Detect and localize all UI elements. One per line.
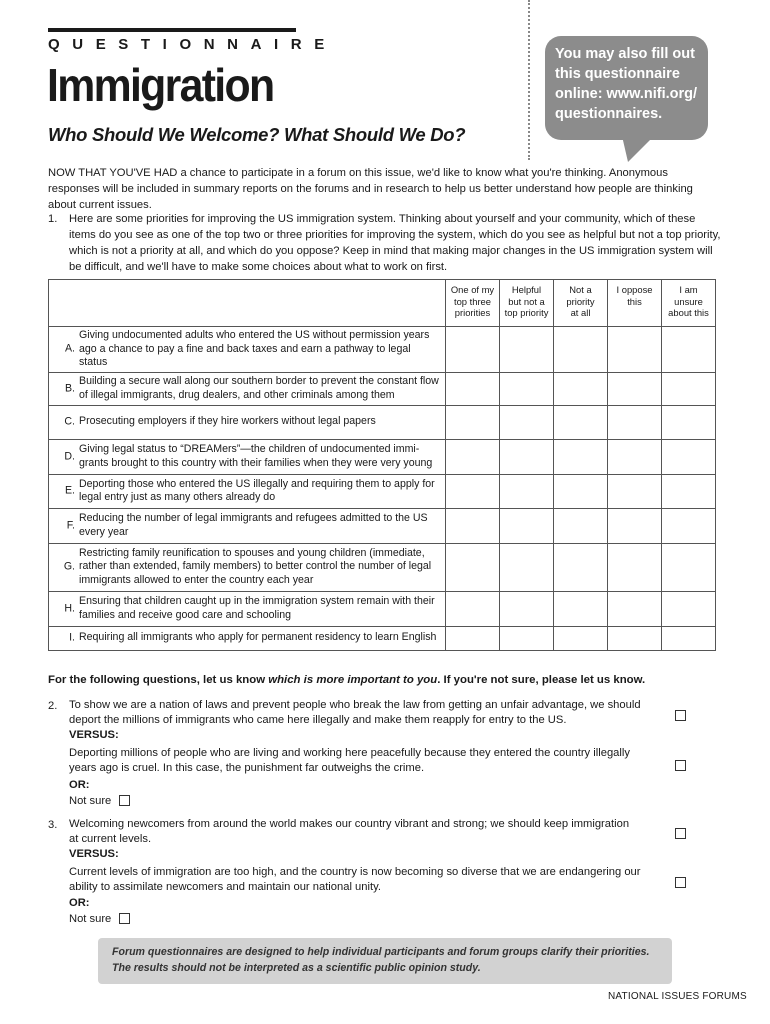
response-cell[interactable] (554, 405, 608, 439)
response-cell[interactable] (608, 508, 662, 543)
response-cell[interactable] (446, 439, 500, 474)
callout-line: online: www.nifi.org/ (555, 86, 698, 102)
callout-line: You may also fill out (555, 46, 695, 62)
disclaimer-box (98, 938, 672, 984)
response-cell[interactable] (554, 626, 608, 650)
option-b-checkbox[interactable] (675, 760, 686, 771)
header-rule (48, 28, 296, 32)
response-cell[interactable] (446, 591, 500, 626)
priority-item (49, 474, 446, 508)
question-number: 3. (48, 819, 58, 831)
column-header: Helpful but not a top priority (500, 280, 554, 327)
response-cell[interactable] (554, 543, 608, 591)
item-text-line: of illegal immigrants, drug dealers, and other criminals among them (79, 388, 395, 401)
response-cell[interactable] (446, 327, 500, 373)
item-text-line: Giving undocumented adults who entered the US without permission years (79, 329, 430, 341)
response-cell[interactable] (662, 543, 716, 591)
or-label: OR: (69, 897, 90, 909)
priority-item (49, 327, 446, 373)
item-text-line: every year (79, 525, 129, 538)
response-cell[interactable] (662, 439, 716, 474)
question-3-option-a: Welcoming newcomers from around the world makes our country vibrant and strong; we should keep immigration at current levels. (69, 818, 630, 845)
question-2-option-b: Deporting millions of people who are living and working here peacefully because they entered the country illegally years ago is cruel. In this case, the punishment far outweighs the crime. (69, 747, 630, 774)
response-cell[interactable] (662, 474, 716, 508)
response-cell[interactable] (554, 591, 608, 626)
item-text-line: Requiring all immigrants who apply for permanent residency to learn English (79, 631, 437, 644)
response-cell[interactable] (662, 591, 716, 626)
item-text-line: ago a chance to pay a fine and back taxes and earn a pathway to legal status (79, 342, 411, 368)
not-sure-option: Not sure (69, 912, 130, 927)
table-row (49, 626, 716, 650)
item-text-line: legal entry just as many others already do (79, 491, 276, 503)
response-cell[interactable] (500, 327, 554, 373)
item-text-line: Building a secure wall along our southern border to prevent the constant flow (79, 375, 439, 387)
response-cell[interactable] (608, 405, 662, 439)
or-label: OR: (69, 779, 90, 791)
item-text-line: immigrants allowed to enter the country each year (79, 573, 314, 586)
question-1-text: Here are some priorities for improving the US immigration system. Thinking about yourself and your community, which of these items do you see as one of the top two or three priorities for improving the system, which do you see as helpful but not a top priority, which is not a priority at all, and which do you oppose? Keep in mind that making major changes in the US immigration system will be difficult, and we'll have to make some choices about what to work on first. (69, 213, 721, 273)
response-cell[interactable] (608, 327, 662, 373)
page-title: Immigration (47, 59, 274, 111)
item-letter: B. (64, 381, 75, 394)
response-cell[interactable] (662, 327, 716, 373)
item-text-line: Giving legal status to “DREAMers”—the children of undocumented immi- (79, 443, 420, 455)
response-cell[interactable] (500, 543, 554, 591)
table-row (49, 372, 716, 405)
question-2-option-a: To show we are a nation of laws and prevent people who break the law from getting an unfair advantage, we should deport the millions of immigrants who came here illegally and make them reapply for entry to the US. (69, 699, 641, 726)
versus-label: VERSUS: (69, 729, 119, 741)
response-cell[interactable] (500, 439, 554, 474)
priority-item (49, 591, 446, 626)
page-subtitle: Who Should We Welcome? What Should We Do? (48, 124, 466, 145)
table-row (49, 439, 716, 474)
priority-item (49, 626, 446, 650)
response-cell[interactable] (446, 372, 500, 405)
online-callout (545, 36, 708, 140)
option-b-checkbox[interactable] (675, 877, 686, 888)
table-row (49, 474, 716, 508)
response-cell[interactable] (608, 543, 662, 591)
disclaimer-line: The results should not be interpreted as a scientific public opinion study. (112, 962, 481, 974)
table-row (49, 543, 716, 591)
response-cell[interactable] (554, 474, 608, 508)
item-letter: H. (64, 601, 75, 614)
priority-item (49, 372, 446, 405)
response-cell[interactable] (500, 405, 554, 439)
versus-label: VERSUS: (69, 848, 119, 860)
question-number: 2. (48, 700, 58, 712)
question-number: 1. (48, 213, 58, 225)
priority-item (49, 508, 446, 543)
response-cell[interactable] (608, 474, 662, 508)
response-cell[interactable] (608, 372, 662, 405)
priority-item (49, 405, 446, 439)
table-row (49, 508, 716, 543)
callout-line: this questionnaire (555, 66, 680, 82)
cut-line (528, 0, 530, 160)
priority-table (48, 279, 716, 651)
response-cell[interactable] (446, 543, 500, 591)
response-cell[interactable] (500, 474, 554, 508)
column-header: I am unsure about this (662, 280, 716, 327)
section-instructions: For the following questions, let us know which is more important to you. If you're not sure, please let us know. (48, 674, 646, 686)
column-header: I oppose this (608, 280, 662, 327)
item-text-line: families and receive good care and schooling (79, 608, 292, 621)
callout-line: questionnaires. (555, 106, 663, 122)
priority-item (49, 439, 446, 474)
header-blank-cell (49, 280, 446, 327)
item-letter: C. (64, 415, 75, 428)
response-cell[interactable] (554, 327, 608, 373)
organization-name: NATIONAL ISSUES FORUMS (608, 991, 747, 1002)
option-a-checkbox[interactable] (675, 710, 686, 721)
response-cell[interactable] (662, 626, 716, 650)
response-cell[interactable] (554, 439, 608, 474)
table-row (49, 591, 716, 626)
item-text-line: rather than extended, family members) to better control the number of legal (79, 560, 432, 573)
table-body (49, 327, 716, 651)
response-cell[interactable] (500, 372, 554, 405)
item-text-line: Ensuring that children caught up in the immigration system remain with their (79, 595, 435, 607)
item-letter: G. (63, 560, 75, 573)
response-cell[interactable] (662, 405, 716, 439)
item-text-line: Deporting those who entered the US illegally and requiring them to apply for (79, 477, 435, 490)
item-text-line: Reducing the number of legal immigrants and refugees admitted to the US (79, 512, 428, 524)
not-sure-checkbox[interactable] (119, 795, 130, 806)
table-row (49, 405, 716, 439)
response-cell[interactable] (662, 372, 716, 405)
response-cell[interactable] (554, 508, 608, 543)
item-letter: A. (64, 342, 75, 355)
response-cell[interactable] (500, 626, 554, 650)
item-letter: E. (64, 484, 75, 497)
not-sure-option: Not sure (69, 794, 130, 809)
kicker: QUESTIONNAIRE (48, 36, 337, 53)
table-header-row (49, 280, 716, 327)
item-letter: F. (66, 518, 75, 531)
item-letter: I. (69, 631, 75, 644)
response-cell[interactable] (446, 626, 500, 650)
column-header: One of my top three priorities (446, 280, 500, 327)
response-cell[interactable] (608, 439, 662, 474)
item-letter: D. (64, 449, 75, 462)
response-cell[interactable] (446, 405, 500, 439)
callout-tail (622, 136, 654, 162)
item-text-line: Restricting family reunification to spouses and young children (immediate, (79, 546, 425, 559)
option-a-checkbox[interactable] (675, 828, 686, 839)
response-cell[interactable] (500, 591, 554, 626)
item-text-line: Prosecuting employers if they hire workers without legal papers (79, 415, 376, 428)
intro-paragraph: NOW THAT YOU'VE HAD a chance to participate in a forum on this issue, we'd like to know what you're thinking. Anonymous responses will be included in summary reports on the forums and in research to help us better understand how people are thinking about current issues. (48, 167, 693, 211)
response-cell[interactable] (446, 508, 500, 543)
column-header: Not a priority at all (554, 280, 608, 327)
response-cell[interactable] (608, 626, 662, 650)
response-cell[interactable] (500, 508, 554, 543)
response-cell[interactable] (608, 591, 662, 626)
item-text-line: grants brought to this country with their families when they were very young (79, 456, 433, 469)
disclaimer-line: Forum questionnaires are designed to help individual participants and forum groups clarify their priorities. (112, 946, 650, 958)
response-cell[interactable] (662, 508, 716, 543)
response-cell[interactable] (446, 474, 500, 508)
table-row (49, 327, 716, 373)
not-sure-checkbox[interactable] (119, 913, 130, 924)
question-3-option-b: Current levels of immigration are too high, and the country is now becoming so diverse that we are endangering our ability to assimilate newcomers and maintain our national unity. (69, 866, 641, 893)
response-cell[interactable] (554, 372, 608, 405)
priority-item (49, 543, 446, 591)
